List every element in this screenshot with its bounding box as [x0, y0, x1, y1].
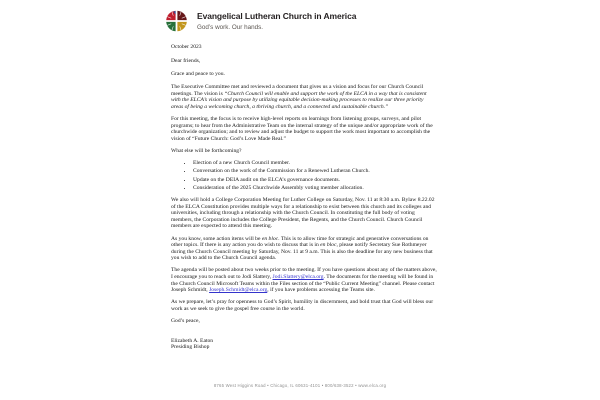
text-segment: , if you have problems accessing the Teams site.: [267, 287, 375, 294]
text-segment: The agenda will be posted about two weeks prior to the meeting. If you have questions about any of the matters above, I encourage you to reach out to Jodi Slattery,: [171, 267, 437, 280]
letter-content: [171, 44, 437, 351]
text-segment: As we prepare, let’s pray for openness to God’s Spirit, humility in discernment, and bold trust that God will bless our work as we seek to give the gospel free course in the world.: [171, 299, 434, 312]
signature-title: Presiding Bishop: [171, 344, 210, 351]
letter-paragraph: [171, 197, 437, 230]
org-tagline: God’s work. Our hands.: [197, 24, 264, 31]
text-segment: The Executive Committee met and reviewed a document that gives us a vision and focus for our Church Council meetings. The vision is: [171, 84, 424, 97]
letter-paragraph: [171, 84, 437, 110]
salutation: Dear friends,: [171, 57, 201, 64]
letter-date: October 2023: [171, 44, 202, 50]
logo-quadrant-lower-left: [166, 22, 175, 31]
text-segment: For this meeting, the focus is to receive high-level reports on learnings from listening groups, surveys, and pilot programs; to hear from the Administrative Team on the internal strategy of the unique and/or appropriate work of the churchwide organization; and to review and adjust the budget to support the work most important to accomplish the vision of “Future Church: God’s Love Made Real.”: [171, 116, 433, 142]
text-segment: We also will hold a College Corporation Meeting for Luther College on Saturday, Nov. 11 at 8:30 a.m. Bylaw 8.22.02 of the ELCA Constitution provides multiple ways for a relationship to exist between this church and its colleges and universities, including through a relationship with the Church Council. In constituting the full body of voting members, the Corporation includes the College President, the Regents, and the Church Council. Church Council members are expected to attend this meeting.: [171, 197, 435, 230]
signature-name: Elizabeth A. Eaton: [171, 337, 214, 344]
text-segment: en bloc: [320, 242, 337, 249]
elca-cross-logo-icon: [165, 9, 188, 33]
text-segment: . The documents for the meeting will be found in the Church Council Microsoft Teams within the Files section of the “Public Current Meeting” channel. Please contact Joseph Schmidt,: [171, 274, 435, 294]
letter-paragraph: [171, 299, 437, 312]
logo-quadrant-upper-right: [177, 11, 186, 20]
email-link[interactable]: Joseph.Schmidt@elca.org: [209, 287, 268, 294]
text-segment: en bloc: [261, 235, 279, 242]
text-segment: As you know, some action items will be: [171, 235, 262, 242]
logo-quadrant-lower-right: [177, 22, 186, 31]
list-item: • Election of a new Church Council member.: [193, 160, 437, 167]
letter-paragraph: [171, 267, 437, 293]
letter-paragraph: [171, 236, 437, 262]
list-item: • Conversation on the work of the Commission for a Renewed Lutheran Church.: [193, 168, 437, 175]
letterhead: [165, 9, 356, 33]
signature-block: [171, 338, 437, 351]
forthcoming-list: [171, 160, 437, 191]
closing: God’s peace,: [171, 317, 200, 324]
text-segment: What else will be forthcoming?: [171, 148, 242, 155]
list-item: • Consideration of the 2025 Churchwide Assembly voting member allocation.: [193, 185, 437, 192]
letter-footer: 8765 West Higgins Road • Chicago, IL 60631-4101 • 800/638-3522 • www.elca.org: [213, 383, 387, 388]
letter-paragraph: [171, 148, 437, 155]
letterhead-text: [197, 9, 356, 31]
text-segment: “Church Council will enable and support the work of the ELCA in a way that is consistent with the ELCA’s vision and purpose by utilizing equitable decision-making processes to realize our three priority areas of being a welcoming church, a thriving church, and a connected and sustainable church.”: [171, 90, 427, 111]
letter-paragraph: [171, 116, 437, 142]
list-item: • Update on the DEIA audit on the ELCA’s governance documents.: [193, 177, 437, 184]
org-name: Evangelical Lutheran Church in America: [197, 11, 357, 21]
letter-body: [171, 84, 437, 312]
email-link[interactable]: Jodi.Slattery@elca.org: [272, 274, 324, 280]
text-segment: , please notify Secretary Sue Rothmeyer during the Church Council meeting by Saturday, Nov. 11 at 9 a.m. This is also the deadline for any new business that you wish to add to the Church Council agenda.: [171, 242, 433, 262]
greeting: Grace and peace to you.: [171, 71, 225, 78]
text-segment: . This is to allow time for strategic and generative conversations on other topics. If there is any action you do wish to discuss that is in: [171, 235, 429, 249]
